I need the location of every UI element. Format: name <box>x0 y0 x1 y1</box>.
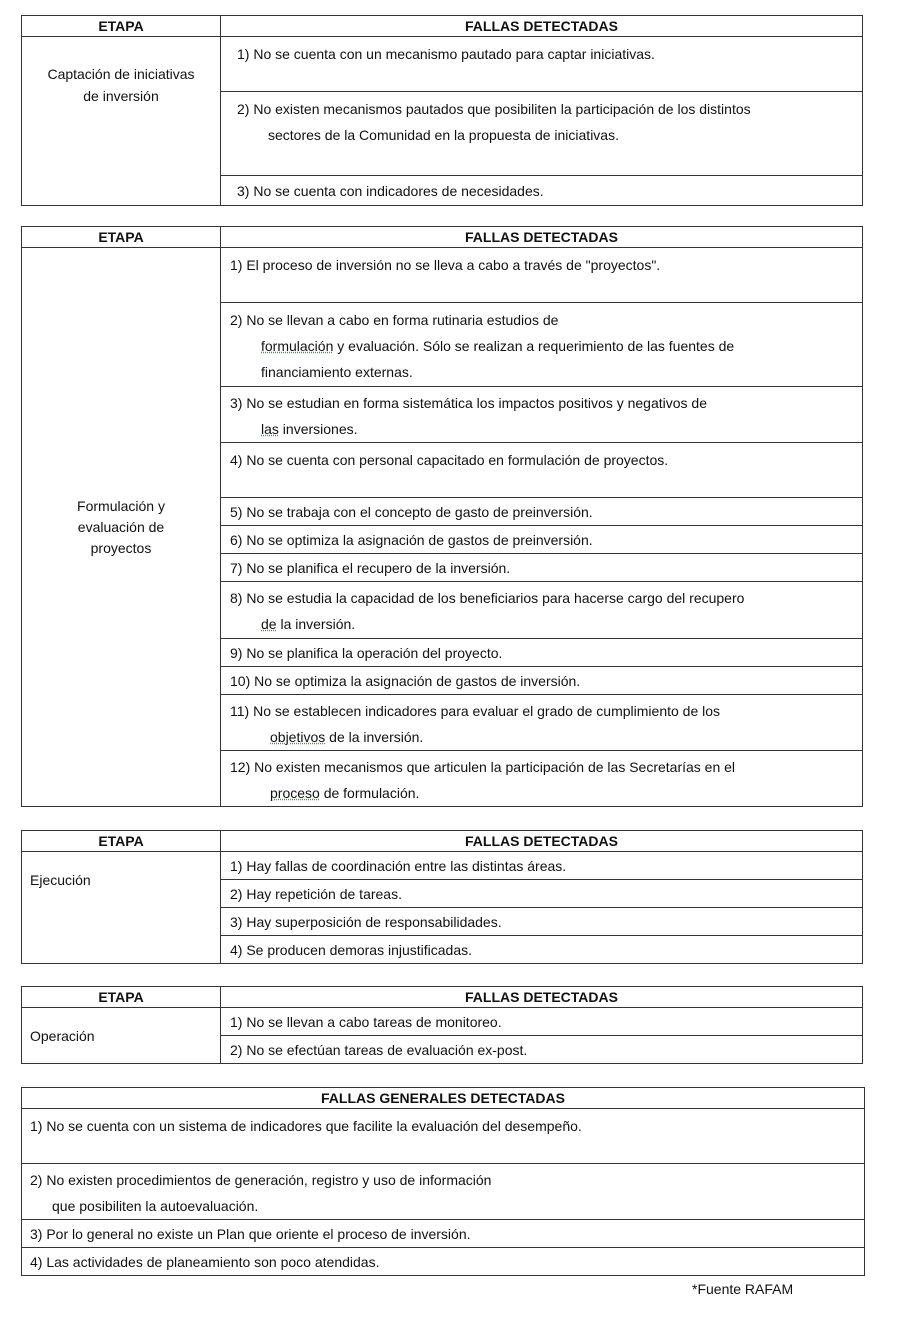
fallas-header: FALLAS DETECTADAS <box>221 227 863 248</box>
table-operacion <box>21 986 863 1064</box>
fallas-header: FALLAS DETECTADAS <box>221 831 863 852</box>
etapa-label: proyectos <box>90 539 152 556</box>
falla-item: 4) No se cuenta con personal capacitado en formulación de proyectos. <box>221 443 863 498</box>
etapa-cell <box>22 37 221 206</box>
falla-item: 2) No se efectúan tareas de evaluación ex-post. <box>221 1036 863 1064</box>
falla-item: 1) El proceso de inversión no se lleva a cabo a través de "proyectos". <box>221 248 863 303</box>
falla-item: 7) No se planifica el recupero de la inversión. <box>221 554 863 582</box>
etapa-header: ETAPA <box>22 16 221 37</box>
falla-item: 2) No se llevan a cabo en forma rutinaria estudios de formulación y evaluación. Sólo se realizan a requerimiento de las fuentes de financiamiento externas. <box>221 303 863 387</box>
etapa-label: Formulación y <box>77 497 165 514</box>
falla-item: 1) No se cuenta con un sistema de indicadores que facilite la evaluación del desempeño. <box>22 1109 865 1164</box>
falla-item: 9) No se planifica la operación del proyecto. <box>221 639 863 667</box>
etapa-label: Ejecución <box>30 872 91 888</box>
etapa-label: evaluación de <box>77 518 165 535</box>
falla-item: 10) No se optimiza la asignación de gastos de inversión. <box>221 667 863 695</box>
falla-item: 1) No se llevan a cabo tareas de monitoreo. <box>221 1008 863 1036</box>
source-note: *Fuente RAFAM <box>692 1281 794 1297</box>
falla-item: 4) Se producen demoras injustificadas. <box>221 936 863 964</box>
etapa-header: ETAPA <box>22 831 221 852</box>
table-fallas-generales <box>21 1087 865 1276</box>
falla-item: 2) Hay repetición de tareas. <box>221 880 863 908</box>
etapa-label: Operación <box>30 1027 95 1044</box>
etapa-cell <box>22 248 221 807</box>
falla-item: 1) No se cuenta con un mecanismo pautado para captar iniciativas. <box>221 37 863 92</box>
falla-item: 6) No se optimiza la asignación de gastos de preinversión. <box>221 526 863 554</box>
falla-item: 3) Por lo general no existe un Plan que oriente el proceso de inversión. <box>22 1220 865 1248</box>
falla-item: 11) No se establecen indicadores para evaluar el grado de cumplimiento de los objetivos de la inversión. <box>221 695 863 751</box>
etapa-label: Captación de iniciativas <box>47 66 195 82</box>
falla-item: 4) Las actividades de planeamiento son poco atendidas. <box>22 1248 865 1276</box>
falla-item: 3) Hay superposición de responsabilidades. <box>221 908 863 936</box>
table-captacion <box>21 15 863 206</box>
etapa-header: ETAPA <box>22 227 221 248</box>
etapa-label: de inversión <box>83 88 159 104</box>
falla-item: 3) No se cuenta con indicadores de necesidades. <box>221 176 863 206</box>
falla-item: 5) No se trabaja con el concepto de gasto de preinversión. <box>221 498 863 526</box>
falla-item: 3) No se estudian en forma sistemática los impactos positivos y negativos de las inversiones. <box>221 387 863 443</box>
generales-header: FALLAS GENERALES DETECTADAS <box>22 1088 865 1109</box>
falla-item: 2) No existen mecanismos pautados que posibiliten la participación de los distintos sectores de la Comunidad en la propuesta de iniciativas. <box>221 92 863 176</box>
etapa-header: ETAPA <box>22 987 221 1008</box>
falla-item: 12) No existen mecanismos que articulen la participación de las Secretarías en el proceso de formulación. <box>221 751 863 807</box>
falla-item: 1) Hay fallas de coordinación entre las distintas áreas. <box>221 852 863 880</box>
table-ejecucion <box>21 830 863 964</box>
falla-item: 8) No se estudia la capacidad de los beneficiarios para hacerse cargo del recupero de la inversión. <box>221 582 863 639</box>
fallas-header: FALLAS DETECTADAS <box>221 987 863 1008</box>
falla-item: 2) No existen procedimientos de generación, registro y uso de información que posibiliten la autoevaluación. <box>22 1164 865 1220</box>
fallas-header: FALLAS DETECTADAS <box>221 16 863 37</box>
table-formulacion <box>21 226 863 807</box>
etapa-cell <box>22 1008 221 1064</box>
etapa-cell <box>22 852 221 964</box>
